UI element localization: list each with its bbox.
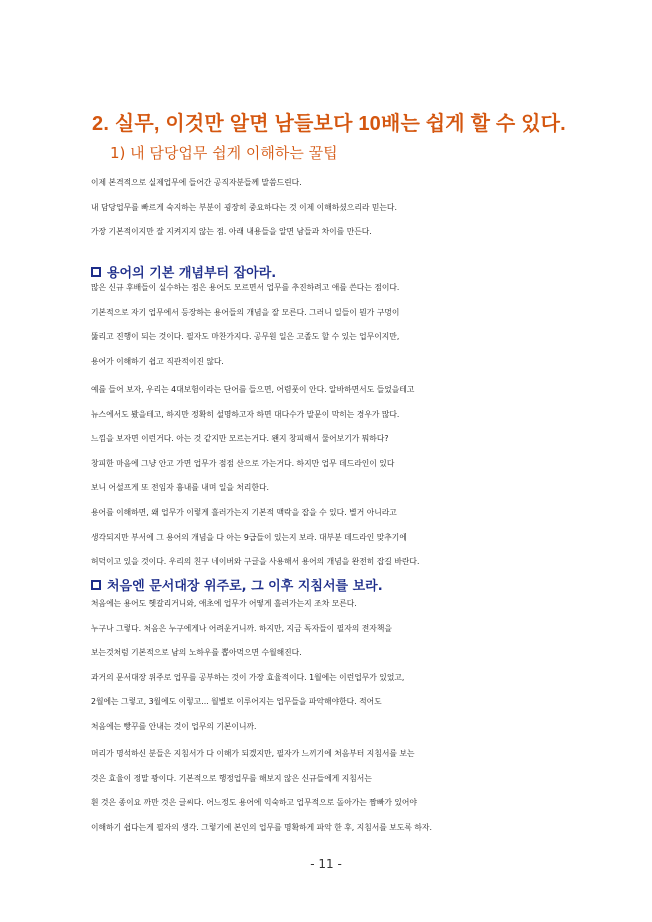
section2-paragraph-1	[91, 592, 571, 740]
text-line: 이제 본격적으로 실제업무에 들어간 공직자분들께 말씀드린다.	[91, 178, 302, 187]
text-line: 허덕이고 있을 것이다. 우리의 친구 네이버와 구글을 사용해서 용어의 개념을 완전히 잡길 바란다.	[91, 557, 420, 567]
text-line: 처음에는 용어도 헷갈리거니와, 애초에 업무가 어떻게 흘러가는지 조차 모른다.	[91, 599, 357, 608]
section1-paragraph-1	[91, 276, 571, 374]
section2-title-text: 처음엔 문서대장 위주로, 그 이후 지침서를 보라.	[107, 579, 383, 594]
text-line: 내 담당업무를 빠르게 숙지하는 부분이 굉장히 중요하다는 것 이제 이해하셨으리라 믿는다.	[91, 202, 397, 212]
text-line: 기본적으로 자기 업무에서 등장하는 용어들의 개념을 잘 모른다. 그러니 일들이 뭔가 구멍이	[91, 307, 400, 317]
text-line: 생각되지만 부서에 그 용어의 개념을 다 아는 9급들이 있는지 보라. 대부분 데드라인 맞추기에	[91, 532, 407, 542]
text-line: 많은 신규 후배들이 실수하는 점은 용어도 모르면서 업무를 추진하려고 애를 쓴다는 점이다.	[91, 283, 400, 292]
text-line: 2월에는 그렇고, 3월에도 이렇고... 월별로 이루어지는 업무들을 파악해야한다. 적어도	[91, 697, 382, 707]
sub-heading: 1) 내 담당업무 쉽게 이해하는 꿀팁	[110, 144, 338, 162]
text-line: 용어가 이해하기 쉽고 직관적이진 않다.	[91, 356, 224, 366]
text-line: 창피한 마음에 그냥 안고 가면 업무가 점점 산으로 가는거다. 하지만 업무 데드라인이 있다	[91, 458, 395, 468]
text-line: 이해하기 쉽다는게 필자의 생각. 그렇기에 본인의 업무를 명확하게 파악 한 후, 지침서를 보도록 하자.	[91, 822, 432, 832]
section1-title-text: 용어의 기본 개념부터 잡아라.	[107, 266, 277, 281]
text-line: 머리가 명석하신 분들은 지침서가 다 이해가 되겠지만, 필자가 느끼기에 처음부터 지침서를 보는	[91, 749, 415, 758]
text-line: 것은 효율이 정말 꽝이다. 기본적으로 행정업무를 해보지 않은 신규들에게 지침서는	[91, 773, 372, 783]
section1-paragraph-2	[91, 378, 571, 575]
text-line: 흰 것은 종이요 까만 것은 글씨다. 어느정도 용어에 익숙하고 업무적으로 돌아가는 짬빠가 있어야	[91, 798, 417, 808]
page-number: - 11 -	[310, 857, 342, 871]
text-line: 뚫리고 진행이 되는 것이다. 필자도 마찬가지다. 공무원 일은 고졸도 할 수 있는 업무이지만,	[91, 332, 400, 342]
text-line: 뉴스에서도 봤을테고, 하지만 정확히 설명하고자 하면 대다수가 말문이 막히는 경우가 많다.	[91, 409, 400, 419]
text-line: 용어를 이해하면, 왜 업무가 이렇게 흘러가는지 기본적 맥락을 잡을 수 있다. 별거 아니라고	[91, 507, 397, 517]
checkbox-square-icon	[91, 267, 101, 277]
text-line: 과거의 문서대장 위주로 업무를 공부하는 것이 가장 효율적이다. 1월에는 이런업무가 있었고,	[91, 672, 405, 682]
text-line: 예를 들어 보자, 우리는 4대보험이라는 단어를 들으면, 어렴풋이 안다. 알바하면서도 들었을테고	[91, 385, 415, 394]
text-line: 보니 어설프게 또 전임자 흉내를 내며 일을 처리한다.	[91, 483, 269, 493]
text-line: 처음에는 빵꾸를 안내는 것이 업무의 기본이니까.	[91, 721, 257, 731]
text-line: 누구나 그렇다. 처음은 누구에게나 어려운거니까. 하지만, 지금 독자들이 필자의 전자책을	[91, 623, 392, 633]
text-line: 느낌을 보자면 이런거다. 아는 것 같지만 모르는거다. 왠지 창피해서 물어보기가 뭐하다?	[91, 434, 389, 444]
checkbox-square-icon	[91, 580, 101, 590]
text-line: 가장 기본적이지만 잘 지켜지지 않는 점. 아래 내용들을 알면 남들과 차이를 만든다.	[91, 227, 372, 237]
intro-paragraph	[91, 171, 571, 245]
text-line: 보는것처럼 기본적으로 남의 노하우를 뽑아먹으면 수월해진다.	[91, 648, 302, 658]
section2-paragraph-2	[91, 742, 571, 840]
main-heading: 2. 실무, 이것만 알면 남들보다 10배는 쉽게 할 수 있다.	[92, 113, 566, 135]
